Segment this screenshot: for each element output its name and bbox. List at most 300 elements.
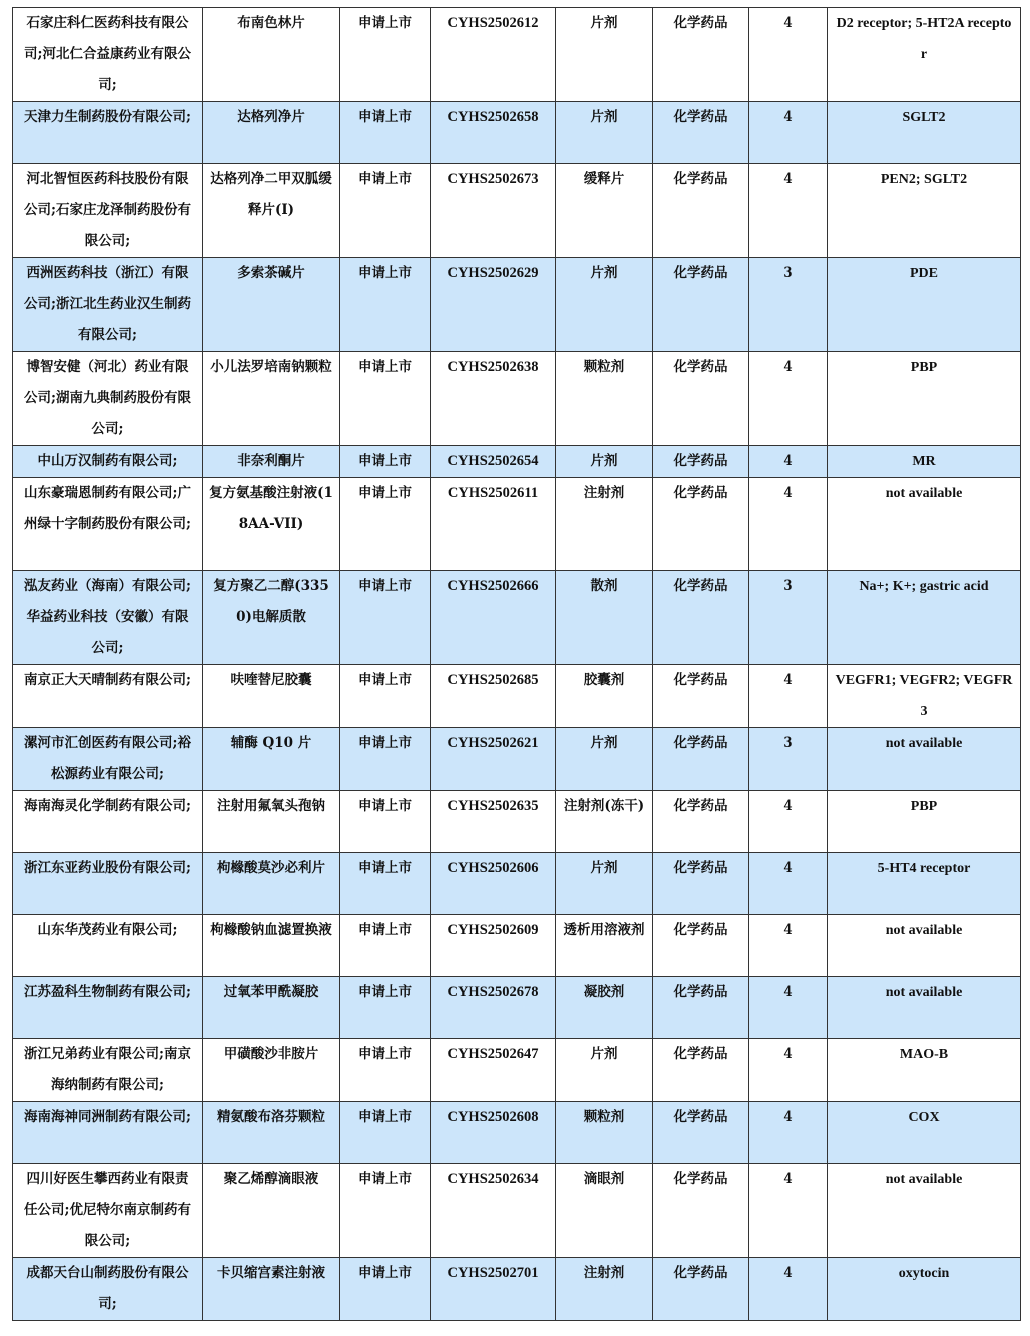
registration-class-cell xyxy=(749,1164,828,1258)
registration-class-cell-text: 4 xyxy=(783,860,793,876)
drug-name-cell xyxy=(203,1102,340,1164)
drug-type-cell-text: 化学药品 xyxy=(673,1046,728,1062)
dosage-form-cell-text: 胶囊剂 xyxy=(583,672,625,688)
drug-name-cell xyxy=(203,102,340,164)
dosage-form-cell xyxy=(556,571,653,665)
drug-type-cell xyxy=(653,977,749,1039)
acceptance-code-cell-text: CYHS2502701 xyxy=(447,1265,539,1281)
company-cell-text: 四川好医生攀西药业有限责任公司;优尼特尔南京制药有限公司; xyxy=(24,1171,191,1249)
table-row xyxy=(13,478,1021,571)
table-row xyxy=(13,1102,1021,1164)
acceptance-code-cell-text: CYHS2502609 xyxy=(447,922,539,938)
drug-type-cell xyxy=(653,258,749,352)
dosage-form-cell xyxy=(556,164,653,258)
drug-name-cell xyxy=(203,352,340,446)
acceptance-code-cell xyxy=(431,1102,556,1164)
application-status-cell xyxy=(340,478,431,571)
drug-name-cell xyxy=(203,1039,340,1102)
dosage-form-cell-text: 片剂 xyxy=(590,453,618,469)
acceptance-code-cell-text: CYHS2502606 xyxy=(447,860,539,876)
acceptance-code-cell-text: CYHS2502621 xyxy=(447,735,539,751)
registration-class-cell-text: 4 xyxy=(783,1171,793,1187)
drug-name-cell-text: 辅酶 Q10 片 xyxy=(230,735,312,751)
target-cell-text: SGLT2 xyxy=(902,110,946,125)
company-cell xyxy=(13,164,203,258)
table-row xyxy=(13,665,1021,728)
dosage-form-cell-text: 缓释片 xyxy=(583,171,625,187)
drug-type-cell xyxy=(653,352,749,446)
drug-type-cell xyxy=(653,1164,749,1258)
dosage-form-cell-text: 片剂 xyxy=(590,860,618,876)
drug-type-cell xyxy=(653,791,749,853)
acceptance-code-cell-text: CYHS2502678 xyxy=(447,984,539,1000)
dosage-form-cell-text: 凝胶剂 xyxy=(583,984,625,1000)
registration-class-cell-text: 4 xyxy=(783,922,793,938)
registration-class-cell xyxy=(749,352,828,446)
application-status-cell-text: 申请上市 xyxy=(358,672,412,688)
table-row xyxy=(13,1258,1021,1321)
target-cell-text: not available xyxy=(885,1172,963,1187)
target-cell-text: MAO-B xyxy=(899,1047,949,1062)
dosage-form-cell-text: 颗粒剂 xyxy=(583,359,625,375)
drug-type-cell-text: 化学药品 xyxy=(673,1265,728,1281)
acceptance-code-cell-text: CYHS2502635 xyxy=(447,798,539,814)
drug-name-cell-text: 过氧苯甲酰凝胶 xyxy=(223,984,319,1000)
registration-class-cell xyxy=(749,665,828,728)
drug-name-cell xyxy=(203,1164,340,1258)
drug-type-cell-text: 化学药品 xyxy=(673,860,728,876)
registration-class-cell-text: 4 xyxy=(783,453,793,469)
application-status-cell xyxy=(340,102,431,164)
company-cell-text: 西洲医药科技（浙江）有限公司;浙江北生药业汉生制药有限公司; xyxy=(24,265,191,343)
registration-class-cell-text: 4 xyxy=(783,15,793,31)
dosage-form-cell xyxy=(556,446,653,478)
target-cell xyxy=(828,665,1021,728)
acceptance-code-cell xyxy=(431,853,556,915)
target-cell-text: PEN2; SGLT2 xyxy=(880,172,968,187)
dosage-form-cell xyxy=(556,1164,653,1258)
drug-type-cell xyxy=(653,164,749,258)
table-row xyxy=(13,102,1021,164)
table-row xyxy=(13,1039,1021,1102)
drug-type-cell xyxy=(653,1039,749,1102)
target-cell-text: not available xyxy=(885,923,963,938)
drug-name-cell xyxy=(203,164,340,258)
table-row xyxy=(13,853,1021,915)
dosage-form-cell xyxy=(556,1039,653,1102)
application-status-cell-text: 申请上市 xyxy=(358,578,412,594)
drug-name-cell-text: 聚乙烯醇滴眼液 xyxy=(223,1171,319,1187)
company-cell-text: 江苏盈科生物制药有限公司; xyxy=(24,984,191,1000)
drug-name-cell xyxy=(203,1258,340,1321)
acceptance-code-cell xyxy=(431,102,556,164)
drug-name-cell-text: 呋喹替尼胶囊 xyxy=(230,672,312,688)
table-row xyxy=(13,446,1021,478)
target-cell xyxy=(828,1102,1021,1164)
drug-type-cell xyxy=(653,1102,749,1164)
drug-name-cell xyxy=(203,446,340,478)
drug-type-cell-text: 化学药品 xyxy=(673,578,728,594)
registration-class-cell xyxy=(749,728,828,791)
acceptance-code-cell xyxy=(431,1039,556,1102)
drug-type-cell-text: 化学药品 xyxy=(673,109,728,125)
company-cell xyxy=(13,446,203,478)
acceptance-code-cell xyxy=(431,1164,556,1258)
company-cell xyxy=(13,791,203,853)
acceptance-code-cell xyxy=(431,1258,556,1321)
drug-type-cell-text: 化学药品 xyxy=(673,485,728,501)
target-cell-text: not available xyxy=(885,736,963,751)
target-cell-text: not available xyxy=(885,486,963,501)
table-row xyxy=(13,1164,1021,1258)
application-status-cell xyxy=(340,1164,431,1258)
target-cell xyxy=(828,1039,1021,1102)
application-status-cell xyxy=(340,258,431,352)
target-cell xyxy=(828,1258,1021,1321)
dosage-form-cell-text: 滴眼剂 xyxy=(583,1171,625,1187)
dosage-form-cell xyxy=(556,1102,653,1164)
table-row xyxy=(13,164,1021,258)
company-cell xyxy=(13,8,203,102)
drug-name-cell-text: 布南色林片 xyxy=(237,15,305,31)
registration-class-cell-text: 4 xyxy=(783,109,793,125)
dosage-form-cell xyxy=(556,258,653,352)
drug-type-cell-text: 化学药品 xyxy=(673,1171,728,1187)
drug-type-cell xyxy=(653,446,749,478)
acceptance-code-cell-text: CYHS2502673 xyxy=(447,171,539,187)
application-status-cell xyxy=(340,8,431,102)
target-cell xyxy=(828,478,1021,571)
registration-class-cell xyxy=(749,8,828,102)
drug-type-cell-text: 化学药品 xyxy=(673,672,728,688)
company-cell xyxy=(13,1258,203,1321)
company-cell xyxy=(13,728,203,791)
drug-approval-table xyxy=(12,7,1021,1321)
acceptance-code-cell-text: CYHS2502666 xyxy=(447,578,539,594)
drug-name-cell xyxy=(203,478,340,571)
acceptance-code-cell-text: CYHS2502634 xyxy=(447,1171,539,1187)
table-row xyxy=(13,352,1021,446)
registration-class-cell xyxy=(749,791,828,853)
target-cell-text: VEGFR1; VEGFR2; VEGFR3 xyxy=(835,673,1013,719)
registration-class-cell-text: 3 xyxy=(783,265,793,281)
drug-type-cell-text: 化学药品 xyxy=(673,735,728,751)
company-cell xyxy=(13,915,203,977)
acceptance-code-cell xyxy=(431,446,556,478)
registration-class-cell xyxy=(749,102,828,164)
company-cell-text: 河北智恒医药科技股份有限公司;石家庄龙泽制药股份有限公司; xyxy=(24,171,191,249)
target-cell-text: PDE xyxy=(910,266,938,281)
drug-name-cell xyxy=(203,915,340,977)
dosage-form-cell-text: 注射剂 xyxy=(583,485,625,501)
target-cell xyxy=(828,1164,1021,1258)
table-row xyxy=(13,8,1021,102)
application-status-cell-text: 申请上市 xyxy=(358,798,412,814)
application-status-cell-text: 申请上市 xyxy=(358,1109,412,1125)
dosage-form-cell xyxy=(556,352,653,446)
target-cell xyxy=(828,258,1021,352)
target-cell-text: PBP xyxy=(910,360,938,375)
company-cell-text: 成都天台山制药股份有限公司; xyxy=(26,1265,189,1312)
dosage-form-cell-text: 注射剂(冻干) xyxy=(563,798,645,814)
dosage-form-cell xyxy=(556,728,653,791)
company-cell xyxy=(13,478,203,571)
application-status-cell xyxy=(340,791,431,853)
application-status-cell-text: 申请上市 xyxy=(358,485,412,501)
drug-type-cell-text: 化学药品 xyxy=(673,798,728,814)
dosage-form-cell xyxy=(556,478,653,571)
acceptance-code-cell xyxy=(431,164,556,258)
drug-type-cell xyxy=(653,478,749,571)
company-cell xyxy=(13,352,203,446)
company-cell-text: 海南海神同洲制药有限公司; xyxy=(24,1109,191,1125)
target-cell-text: D2 receptor; 5-HT2A receptor xyxy=(836,16,1012,62)
registration-class-cell xyxy=(749,853,828,915)
drug-name-cell xyxy=(203,853,340,915)
drug-type-cell-text: 化学药品 xyxy=(673,1109,728,1125)
drug-type-cell xyxy=(653,8,749,102)
drug-name-cell-text: 枸橼酸莫沙必利片 xyxy=(217,860,325,876)
target-cell xyxy=(828,853,1021,915)
dosage-form-cell-text: 散剂 xyxy=(590,578,618,594)
target-cell-text: not available xyxy=(885,985,963,1000)
target-cell-text: oxytocin xyxy=(898,1266,950,1281)
company-cell xyxy=(13,571,203,665)
company-cell xyxy=(13,1102,203,1164)
acceptance-code-cell xyxy=(431,977,556,1039)
table-row xyxy=(13,791,1021,853)
acceptance-code-cell-text: CYHS2502608 xyxy=(447,1109,539,1125)
registration-class-cell xyxy=(749,977,828,1039)
target-cell xyxy=(828,102,1021,164)
registration-class-cell-text: 3 xyxy=(783,578,793,594)
target-cell-text: 5-HT4 receptor xyxy=(877,861,971,876)
application-status-cell-text: 申请上市 xyxy=(358,171,412,187)
company-cell-text: 博智安健（河北）药业有限公司;湖南九典制药股份有限公司; xyxy=(24,359,191,437)
dosage-form-cell-text: 片剂 xyxy=(590,265,618,281)
drug-type-cell-text: 化学药品 xyxy=(673,453,728,469)
company-cell xyxy=(13,1164,203,1258)
drug-name-cell xyxy=(203,791,340,853)
drug-name-cell-text: 卡贝缩宫素注射液 xyxy=(217,1265,325,1281)
application-status-cell-text: 申请上市 xyxy=(358,1171,412,1187)
application-status-cell-text: 申请上市 xyxy=(358,453,412,469)
acceptance-code-cell xyxy=(431,728,556,791)
registration-class-cell xyxy=(749,1039,828,1102)
dosage-form-cell-text: 片剂 xyxy=(590,109,618,125)
acceptance-code-cell-text: CYHS2502658 xyxy=(447,109,539,125)
table-row xyxy=(13,258,1021,352)
company-cell xyxy=(13,258,203,352)
drug-name-cell-text: 多索茶碱片 xyxy=(237,265,305,281)
drug-type-cell xyxy=(653,728,749,791)
dosage-form-cell xyxy=(556,8,653,102)
application-status-cell-text: 申请上市 xyxy=(358,109,412,125)
application-status-cell-text: 申请上市 xyxy=(358,860,412,876)
application-status-cell-text: 申请上市 xyxy=(358,922,412,938)
company-cell-text: 山东豪瑞恩制药有限公司;广州绿十字制药股份有限公司; xyxy=(24,485,191,532)
drug-type-cell xyxy=(653,915,749,977)
acceptance-code-cell xyxy=(431,571,556,665)
drug-name-cell-text: 精氨酸布洛芬颗粒 xyxy=(217,1109,325,1125)
application-status-cell xyxy=(340,164,431,258)
dosage-form-cell-text: 片剂 xyxy=(590,1046,618,1062)
drug-type-cell xyxy=(653,571,749,665)
target-cell xyxy=(828,915,1021,977)
registration-class-cell xyxy=(749,1258,828,1321)
drug-type-cell-text: 化学药品 xyxy=(673,15,728,31)
dosage-form-cell xyxy=(556,791,653,853)
application-status-cell xyxy=(340,977,431,1039)
dosage-form-cell-text: 片剂 xyxy=(590,15,618,31)
application-status-cell xyxy=(340,1258,431,1321)
table-row xyxy=(13,728,1021,791)
company-cell-text: 浙江东亚药业股份有限公司; xyxy=(24,860,191,876)
registration-class-cell-text: 4 xyxy=(783,1109,793,1125)
application-status-cell-text: 申请上市 xyxy=(358,735,412,751)
application-status-cell-text: 申请上市 xyxy=(358,15,412,31)
drug-name-cell xyxy=(203,728,340,791)
target-cell-text: MR xyxy=(912,454,936,469)
registration-class-cell-text: 3 xyxy=(783,735,793,751)
acceptance-code-cell-text: CYHS2502629 xyxy=(447,265,539,281)
company-cell-text: 天津力生制药股份有限公司; xyxy=(24,109,191,125)
company-cell-text: 漯河市汇创医药有限公司;裕松源药业有限公司; xyxy=(24,735,191,782)
acceptance-code-cell-text: CYHS2502638 xyxy=(447,359,539,375)
registration-class-cell-text: 4 xyxy=(783,672,793,688)
table-row xyxy=(13,915,1021,977)
dosage-form-cell xyxy=(556,853,653,915)
acceptance-code-cell xyxy=(431,258,556,352)
drug-name-cell-text: 达格列净片 xyxy=(237,109,305,125)
drug-name-cell-text: 小儿法罗培南钠颗粒 xyxy=(210,359,332,375)
acceptance-code-cell xyxy=(431,791,556,853)
drug-type-cell xyxy=(653,102,749,164)
company-cell-text: 石家庄科仁医药科技有限公司;河北仁合益康药业有限公司; xyxy=(24,15,191,93)
dosage-form-cell-text: 透析用溶液剂 xyxy=(563,922,645,938)
table-row xyxy=(13,977,1021,1039)
drug-name-cell xyxy=(203,571,340,665)
registration-class-cell xyxy=(749,446,828,478)
company-cell xyxy=(13,665,203,728)
registration-class-cell-text: 4 xyxy=(783,485,793,501)
company-cell xyxy=(13,102,203,164)
acceptance-code-cell xyxy=(431,8,556,102)
application-status-cell xyxy=(340,1102,431,1164)
drug-name-cell xyxy=(203,977,340,1039)
dosage-form-cell xyxy=(556,1258,653,1321)
application-status-cell-text: 申请上市 xyxy=(358,359,412,375)
company-cell-text: 南京正大天晴制药有限公司; xyxy=(24,672,191,688)
acceptance-code-cell-text: CYHS2502612 xyxy=(447,15,539,31)
registration-class-cell-text: 4 xyxy=(783,1046,793,1062)
target-cell xyxy=(828,8,1021,102)
target-cell xyxy=(828,571,1021,665)
registration-class-cell-text: 4 xyxy=(783,1265,793,1281)
dosage-form-cell xyxy=(556,977,653,1039)
application-status-cell xyxy=(340,571,431,665)
company-cell-text: 山东华茂药业有限公司; xyxy=(37,922,178,938)
registration-class-cell xyxy=(749,1102,828,1164)
target-cell xyxy=(828,791,1021,853)
application-status-cell xyxy=(340,1039,431,1102)
registration-class-cell-text: 4 xyxy=(783,984,793,1000)
table-body xyxy=(13,8,1021,1321)
application-status-cell xyxy=(340,853,431,915)
acceptance-code-cell xyxy=(431,478,556,571)
company-cell-text: 浙江兄弟药业有限公司;南京海纳制药有限公司; xyxy=(24,1046,191,1093)
company-cell xyxy=(13,853,203,915)
target-cell xyxy=(828,352,1021,446)
registration-class-cell xyxy=(749,258,828,352)
company-cell xyxy=(13,1039,203,1102)
registration-class-cell-text: 4 xyxy=(783,359,793,375)
registration-class-cell xyxy=(749,915,828,977)
target-cell-text: Na+; K+; gastric acid xyxy=(859,579,989,594)
drug-type-cell xyxy=(653,853,749,915)
drug-name-cell-text: 注射用氟氧头孢钠 xyxy=(217,798,325,814)
dosage-form-cell xyxy=(556,102,653,164)
acceptance-code-cell-text: CYHS2502647 xyxy=(447,1046,539,1062)
application-status-cell xyxy=(340,446,431,478)
acceptance-code-cell-text: CYHS2502611 xyxy=(447,485,539,501)
acceptance-code-cell xyxy=(431,915,556,977)
acceptance-code-cell-text: CYHS2502654 xyxy=(447,453,539,469)
drug-type-cell-text: 化学药品 xyxy=(673,984,728,1000)
drug-type-cell xyxy=(653,1258,749,1321)
drug-name-cell-text: 甲磺酸沙非胺片 xyxy=(223,1046,319,1062)
drug-name-cell-text: 达格列净二甲双胍缓释片(I) xyxy=(210,171,332,218)
application-status-cell xyxy=(340,665,431,728)
drug-type-cell-text: 化学药品 xyxy=(673,359,728,375)
drug-name-cell xyxy=(203,258,340,352)
company-cell-text: 中山万汉制药有限公司; xyxy=(37,453,178,469)
acceptance-code-cell xyxy=(431,665,556,728)
application-status-cell xyxy=(340,728,431,791)
company-cell-text: 海南海灵化学制药有限公司; xyxy=(24,798,191,814)
registration-class-cell-text: 4 xyxy=(783,798,793,814)
company-cell-text: 泓友药业（海南）有限公司;华益药业科技（安徽）有限公司; xyxy=(24,578,191,656)
drug-name-cell-text: 复方聚乙二醇(3350)电解质散 xyxy=(213,578,329,625)
drug-name-cell xyxy=(203,8,340,102)
target-cell xyxy=(828,164,1021,258)
target-cell-text: PBP xyxy=(910,799,938,814)
registration-class-cell xyxy=(749,571,828,665)
drug-name-cell-text: 非奈利酮片 xyxy=(237,453,305,469)
acceptance-code-cell xyxy=(431,352,556,446)
registration-class-cell-text: 4 xyxy=(783,171,793,187)
application-status-cell-text: 申请上市 xyxy=(358,1046,412,1062)
target-cell xyxy=(828,977,1021,1039)
application-status-cell-text: 申请上市 xyxy=(358,984,412,1000)
drug-type-cell xyxy=(653,665,749,728)
target-cell-text: COX xyxy=(908,1110,940,1125)
drug-type-cell-text: 化学药品 xyxy=(673,265,728,281)
target-cell xyxy=(828,446,1021,478)
drug-name-cell xyxy=(203,665,340,728)
dosage-form-cell-text: 注射剂 xyxy=(583,1265,625,1281)
company-cell xyxy=(13,977,203,1039)
registration-class-cell xyxy=(749,164,828,258)
drug-name-cell-text: 复方氨基酸注射液(18AA-VII) xyxy=(209,485,333,532)
dosage-form-cell-text: 颗粒剂 xyxy=(583,1109,625,1125)
dosage-form-cell-text: 片剂 xyxy=(590,735,618,751)
acceptance-code-cell-text: CYHS2502685 xyxy=(447,672,539,688)
drug-type-cell-text: 化学药品 xyxy=(673,922,728,938)
drug-name-cell-text: 枸橼酸钠血滤置换液 xyxy=(210,922,332,938)
application-status-cell xyxy=(340,915,431,977)
application-status-cell xyxy=(340,352,431,446)
